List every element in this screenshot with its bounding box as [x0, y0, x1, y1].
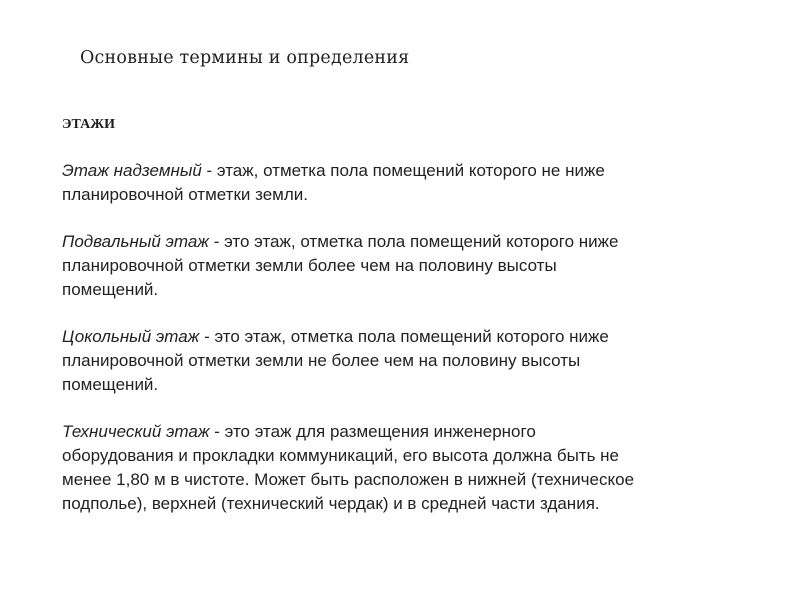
definition-line: подполье), верхней (технический чердак) и в средней части здания. — [62, 494, 600, 513]
definition-line: планировочной отметки земли. — [62, 185, 308, 204]
definition-line — [62, 420, 762, 444]
definition-technical-floor — [62, 420, 762, 516]
definition-line — [62, 230, 762, 254]
definition-plinth-floor — [62, 325, 762, 397]
definition-line — [62, 159, 762, 183]
slide-title: Основные термины и определения — [80, 48, 410, 68]
definition-text: - это этаж, отметка пола помещений которого ниже — [199, 327, 609, 346]
term-basement-floor: Подвальный этаж — [62, 232, 209, 251]
term-technical-floor: Технический этаж — [62, 422, 210, 441]
definition-line: помещений. — [62, 280, 159, 299]
definition-line: менее 1,80 м в чистоте. Может быть расположен в нижней (техническое — [62, 470, 635, 489]
definitions-list — [62, 159, 762, 539]
definition-line: планировочной отметки земли не более чем на половину высоты — [62, 351, 581, 370]
section-heading: ЭТАЖИ — [62, 117, 115, 132]
definition-text: - это этаж, отметка пола помещений которого ниже — [208, 232, 619, 251]
definition-line — [62, 325, 762, 349]
term-above-ground-floor: Этаж надземный — [62, 161, 202, 180]
definition-text: - этаж, отметка пола помещений которого не ниже — [201, 161, 605, 180]
definition-line: планировочной отметки земли более чем на половину высоты — [62, 256, 557, 275]
definition-line: помещений. — [62, 375, 159, 394]
definition-text: - это этаж для размещения инженерного — [209, 422, 536, 441]
definition-line: оборудования и прокладки коммуникаций, его высота должна быть не — [62, 446, 619, 465]
definition-basement-floor — [62, 230, 762, 302]
definition-above-ground-floor — [62, 159, 762, 207]
term-plinth-floor: Цокольный этаж — [62, 327, 200, 346]
